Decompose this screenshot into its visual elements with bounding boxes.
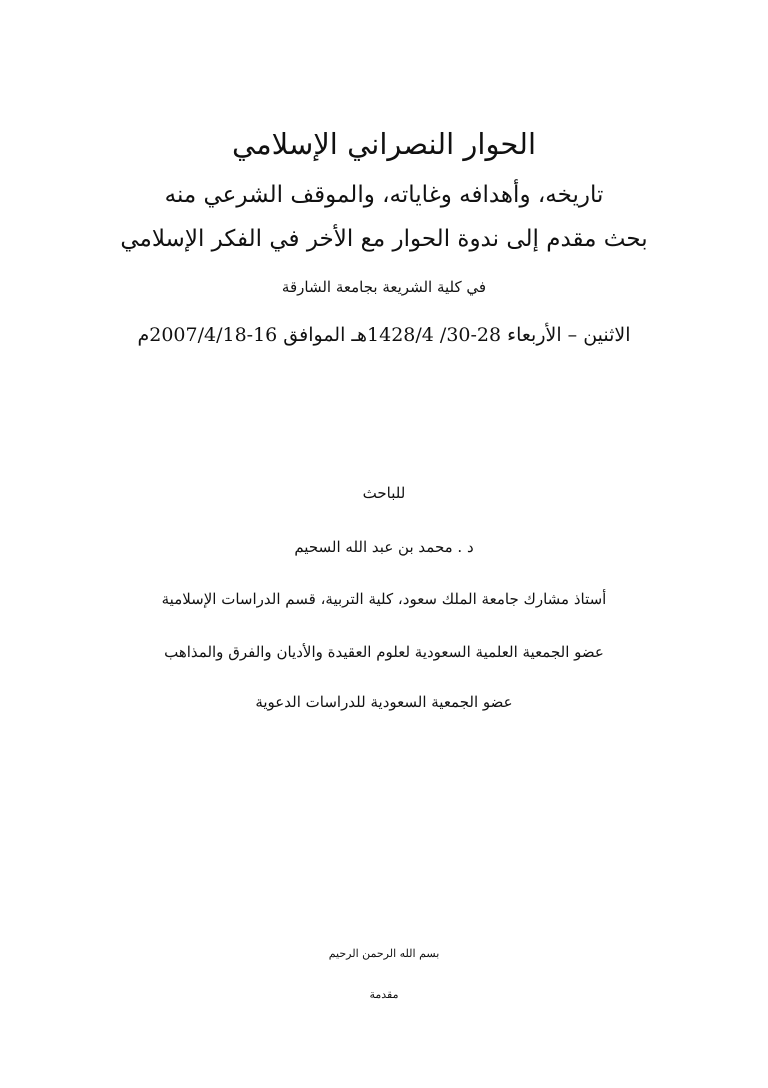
affiliation-line-1: أستاذ مشارك جامعة الملك سعود، كلية التربية، قسم الدراسات الإسلامية [161, 590, 607, 608]
document-subtitle-line-2: بحث مقدم إلى ندوة الحوار مع الأخر في الفكر الإسلامي [120, 226, 648, 252]
document-subtitle-line-1: تاريخه، وأهدافه وغاياته، والموقف الشرعي منه [164, 182, 604, 208]
by-researcher-label: للباحث [362, 484, 406, 502]
date-line: الاثنين – الأربعاء 28-30/ 1428/4هـ الموافق 16-2007/4/18م [137, 324, 631, 346]
introduction-heading: مقدمة [369, 988, 399, 1001]
affiliation-line-2: عضو الجمعية العلمية السعودية لعلوم العقيدة والأديان والفرق والمذاهب [164, 643, 604, 661]
venue-line: في كلية الشريعة بجامعة الشارقة [281, 278, 487, 296]
author-name: د . محمد بن عبد الله السحيم [294, 538, 474, 556]
basmala: بسم الله الرحمن الرحيم [328, 947, 440, 960]
affiliation-line-3: عضو الجمعية السعودية للدراسات الدعوية [255, 693, 513, 711]
document-title: الحوار النصراني الإسلامي [231, 127, 537, 161]
